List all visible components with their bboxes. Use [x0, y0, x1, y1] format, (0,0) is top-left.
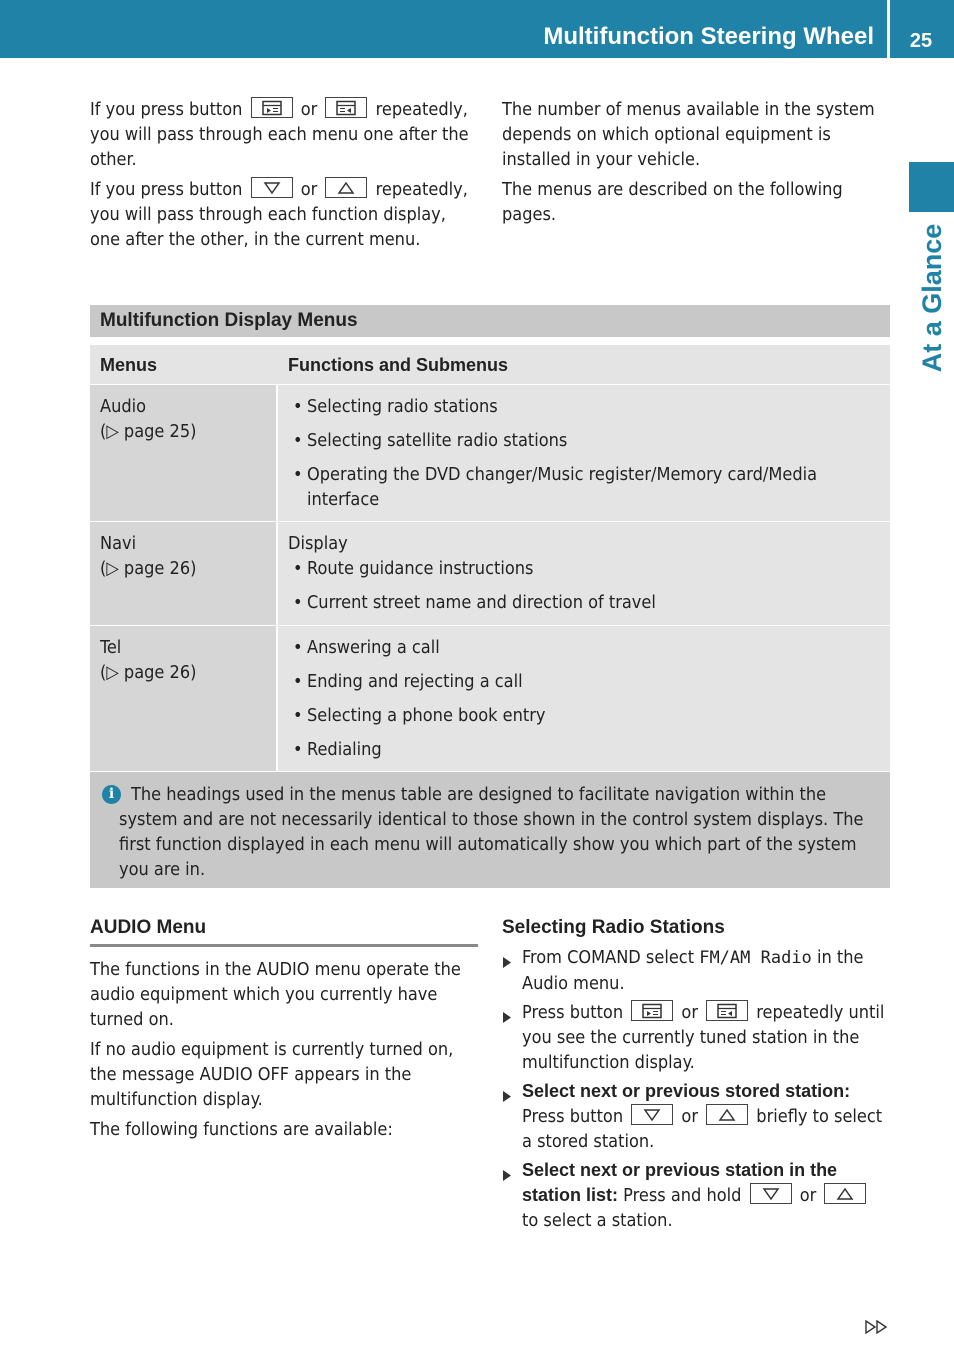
section-side-label: At a Glance — [917, 223, 947, 373]
list-item: • Operating the DVD changer/Music register/Memory card/Media interface — [293, 464, 818, 510]
up-button-icon — [325, 177, 367, 198]
table-title: Multifunction Display Menus — [90, 305, 890, 337]
body-paragraph: The functions in the AUDIO menu operate the audio equipment which you currently have turned on. — [90, 959, 461, 1030]
functions-cell — [278, 522, 890, 625]
header-divider — [887, 0, 890, 58]
info-icon: i — [102, 785, 121, 804]
step-arrow-icon — [502, 1079, 522, 1154]
step-arrow-icon — [502, 945, 522, 996]
table-header-row — [90, 345, 890, 385]
info-note-text: The headings used in the menus table are designed to facilitate navigation within the system and are not necessarily identical to those shown in the control system displays. The first function displayed in each menu will automatically show you which part of the system you are in. — [119, 784, 864, 880]
functions-cell — [278, 626, 890, 771]
list-item: • Ending and rejecting a call — [293, 671, 523, 692]
display-code: FM/AM Radio — [699, 948, 812, 968]
body-paragraph: The following functions are available: — [90, 1119, 393, 1140]
list-item: • Selecting satellite radio stations — [293, 430, 568, 451]
intro-paragraph: If you press button or repeatedly, you will pass through each menu one after the other. — [90, 99, 469, 170]
info-note — [90, 772, 890, 888]
up-button-icon — [706, 1104, 748, 1125]
intro-left-column — [90, 97, 478, 257]
radio-stations-section — [502, 915, 890, 1237]
menu-forward-button-icon — [251, 97, 293, 118]
list-item: • Redialing — [293, 739, 382, 760]
step-arrow-icon — [502, 1158, 522, 1233]
table-row — [90, 385, 890, 522]
menu-name: Tel — [100, 637, 122, 658]
down-button-icon — [750, 1183, 792, 1204]
column-header-functions: Functions and Submenus — [288, 355, 509, 375]
body-paragraph: If no audio equipment is currently turned on, the message AUDIO OFF appears in the multifunction display. — [90, 1039, 454, 1110]
intro-paragraph: The menus are described on the following pages. — [502, 179, 843, 225]
menu-cell — [90, 522, 278, 625]
page-header-title: Multifunction Steering Wheel — [543, 23, 874, 50]
column-header-menus: Menus — [100, 355, 158, 375]
list-item: • Route guidance instructions — [293, 558, 534, 579]
table-row — [90, 626, 890, 772]
intro-paragraph: The number of menus available in the system depends on which optional equipment is installed in your vehicle. — [502, 99, 875, 170]
list-item: • Selecting radio stations — [293, 396, 498, 417]
audio-menu-section — [90, 915, 478, 1147]
instruction-step: Select next or previous stored station: Press button or briefly to select a stored station. — [502, 1079, 890, 1154]
table-row — [90, 522, 890, 626]
continue-arrows-icon — [864, 1318, 890, 1336]
down-button-icon — [631, 1104, 673, 1125]
intro-right-column — [502, 97, 890, 232]
menu-name: Navi — [100, 533, 137, 554]
list-item: • Answering a call — [293, 637, 440, 658]
menu-forward-button-icon — [631, 1000, 673, 1021]
list-item: • Selecting a phone book entry — [293, 705, 546, 726]
instruction-step: From COMAND select FM/AM Radio in the Audio menu. — [502, 945, 890, 996]
step-arrow-icon — [502, 1000, 522, 1075]
instruction-step: Select next or previous station in the station list: Press and hold or to select a station. — [502, 1158, 890, 1233]
up-button-icon — [824, 1183, 866, 1204]
menu-name: Audio — [100, 396, 147, 417]
list-item: • Current street name and direction of travel — [293, 592, 656, 613]
section-tab-marker — [909, 162, 954, 212]
menu-cell — [90, 626, 278, 771]
page-number: 25 — [909, 30, 933, 52]
menu-cell — [90, 385, 278, 521]
function-lead: Display — [288, 533, 348, 554]
page-reference: (▷ page 26) — [100, 558, 197, 579]
page-reference: (▷ page 26) — [100, 662, 197, 683]
section-heading-radio-stations: Selecting Radio Stations — [502, 917, 725, 938]
instruction-step: Press button or repeatedly until you see the currently tuned station in the multifunction display. — [502, 1000, 890, 1075]
down-button-icon — [251, 177, 293, 198]
intro-paragraph: If you press button or repeatedly, you will pass through each function display, one after the other, in the current menu. — [90, 179, 468, 250]
page-reference: (▷ page 25) — [100, 421, 197, 442]
section-heading-audio-menu: AUDIO Menu — [90, 915, 478, 947]
functions-cell — [278, 385, 890, 521]
menu-back-button-icon — [325, 97, 367, 118]
menu-back-button-icon — [706, 1000, 748, 1021]
menus-table — [90, 305, 890, 888]
